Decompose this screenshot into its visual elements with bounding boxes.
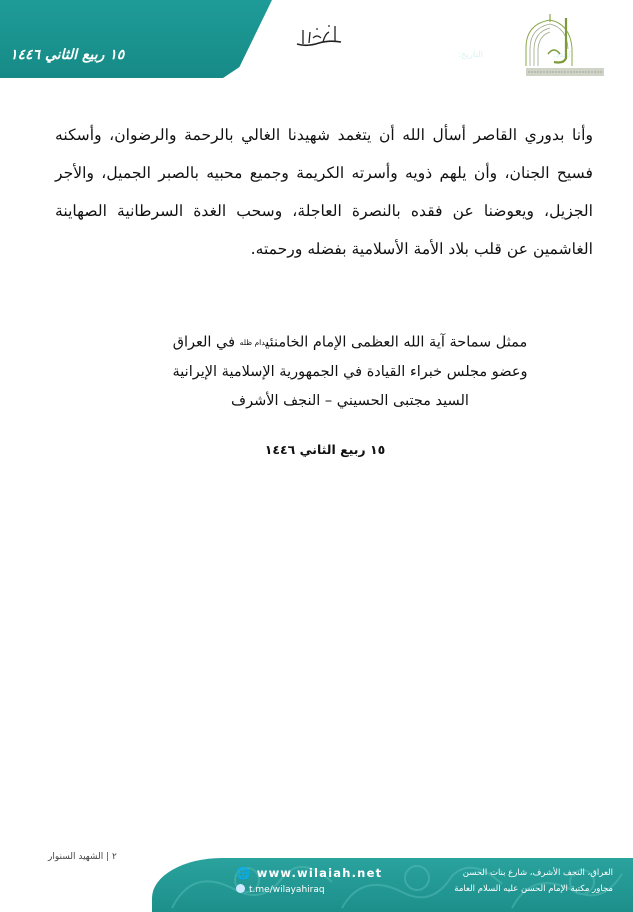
body-paragraph: وأنا بدوري القاصر أسأل الله أن يتغمد شهيدنا الغالي بالرحمة والرضوان، وأسكنه فسيح الجنان، وأن يلهم ذويه وأسرته الكريمة وجميع محبيه بالصبر الجميل، والأجر الجزيل، ويعوضنا عن فقده بالنصرة العاجلة، وسحب الغدة السرطانية الصهاينة الغاشمين عن قلب بلاد الأمة الأسلامية بفضله ورحمته. (55, 126, 593, 258)
signature-block (140, 328, 560, 416)
logo-emblem (520, 14, 606, 80)
basmala-calligraphy (293, 20, 345, 50)
signature-date: ١٥ ربيع الثاني ١٤٤٦ (264, 442, 386, 457)
address-line-1: العراق، النجف الأشرف، شارع بنات الحسن (462, 868, 613, 878)
globe-icon: 🌐 (236, 866, 252, 880)
website-link[interactable] (236, 866, 382, 880)
office-title-main: مكتب ممثل الإمام الخامنئي (427, 28, 621, 44)
page-number-label: ٢ | الشهيد السنوار (48, 852, 117, 862)
number-label: العدد: (552, 50, 573, 60)
signature-location: في العراق (172, 334, 236, 351)
logo-emblem-icon (520, 14, 606, 80)
office-title-suffix: في العراق (318, 28, 394, 44)
website-text: www.wilaiah.net (256, 866, 383, 880)
header-band (0, 0, 272, 78)
date-label: التاريخ: (458, 50, 483, 60)
telegram-text: t.me/wilayahiraq (249, 885, 325, 895)
date-value: ١٥ ربيع الثاني ١٤٤٦ (10, 47, 125, 63)
honorific: دام ظله (398, 32, 422, 40)
basmala-calligraphy-icon (293, 20, 345, 50)
signature-line-1 (140, 328, 560, 358)
signature-line-3: السيد مجتبى الحسيني – النجف الأشرف (231, 392, 469, 409)
signature-line-2: وعضو مجلس خبراء القيادة في الجمهورية الإسلامية الإيرانية (172, 363, 528, 380)
signature-honorific: دام ظله (239, 338, 266, 347)
signature-title: ممثل سماحة آية الله العظمى الإمام الخامنئي (265, 334, 528, 351)
telegram-link[interactable] (236, 884, 325, 895)
address-line-2: مجاور مكتبة الإمام الحسن عليه السلام العامة (454, 884, 613, 894)
telegram-icon (236, 884, 245, 893)
